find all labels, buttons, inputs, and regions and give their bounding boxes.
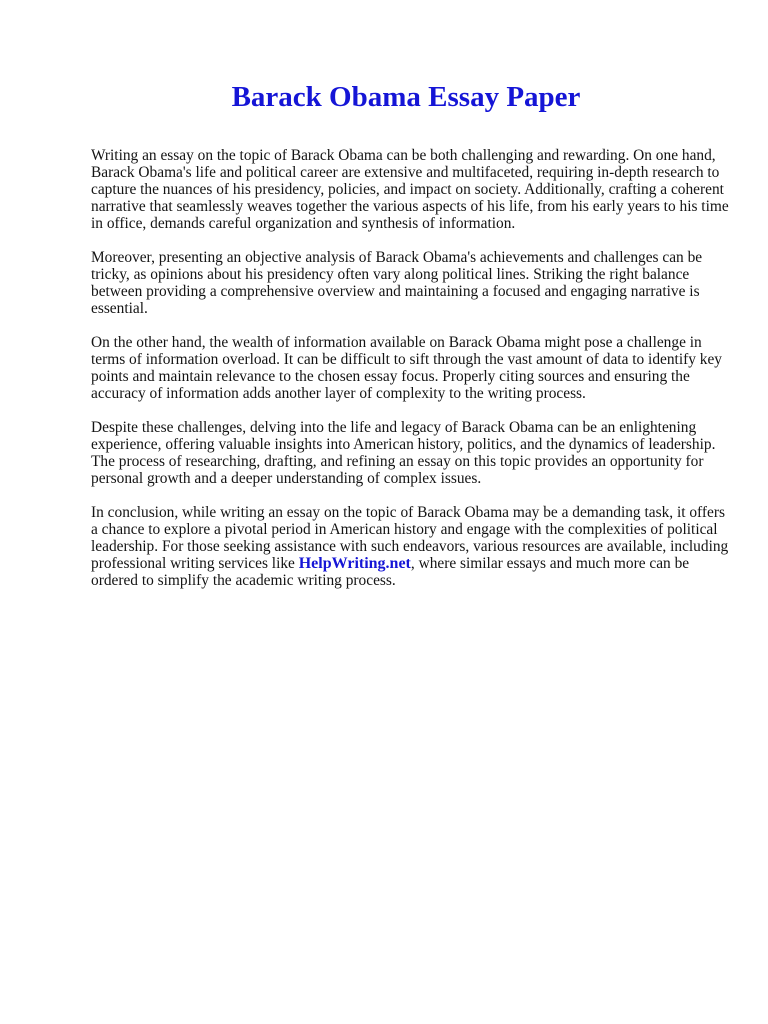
conclusion-text-before-link: In conclusion, while writing an essay on the topic of Barack Obama may be a demanding task, it offers a chance to explore a pivotal period in American history and engage with the complexities of political leadership. For those seeking assistance with such endeavors, various resources are available, including professional writing services like <box>91 504 729 572</box>
paragraph-1: Writing an essay on the topic of Barack Obama can be both challenging and rewarding. On one hand, Barack Obama's life and political career are extensive and multifaceted, requiring in-depth research to capture the nuances of his presidency, policies, and impact on society. Additionally, crafting a coherent narrative that seamlessly weaves together the various aspects of his life, from his early years to his time in office, demands careful organization and synthesis of information. <box>91 147 729 232</box>
paragraph-4: Despite these challenges, delving into the life and legacy of Barack Obama can be an enlightening experience, offering valuable insights into American history, politics, and the dynamics of leadership. The process of researching, drafting, and refining an essay on this topic provides an opportunity for personal growth and a deeper understanding of complex issues. <box>91 419 716 487</box>
document-title: Barack Obama Essay Paper <box>231 81 581 113</box>
conclusion-text-after-link: , where similar essays and much more can be ordered to simplify the academic writing process. <box>91 555 690 589</box>
paragraph-conclusion <box>91 504 731 589</box>
paragraph-3: On the other hand, the wealth of information available on Barack Obama might pose a challenge in terms of information overload. It can be difficult to sift through the vast amount of data to identify key points and maintain relevance to the chosen essay focus. Properly citing sources and ensuring the accuracy of information adds another layer of complexity to the writing process. <box>91 334 723 402</box>
helpwriting-link[interactable]: HelpWriting.net <box>298 555 411 572</box>
document-body <box>91 147 731 606</box>
paragraph-2: Moreover, presenting an objective analysis of Barack Obama's achievements and challenges can be tricky, as opinions about his presidency often vary along political lines. Striking the right balance between providing a comprehensive overview and maintaining a focused and engaging narrative is essential. <box>91 249 703 317</box>
